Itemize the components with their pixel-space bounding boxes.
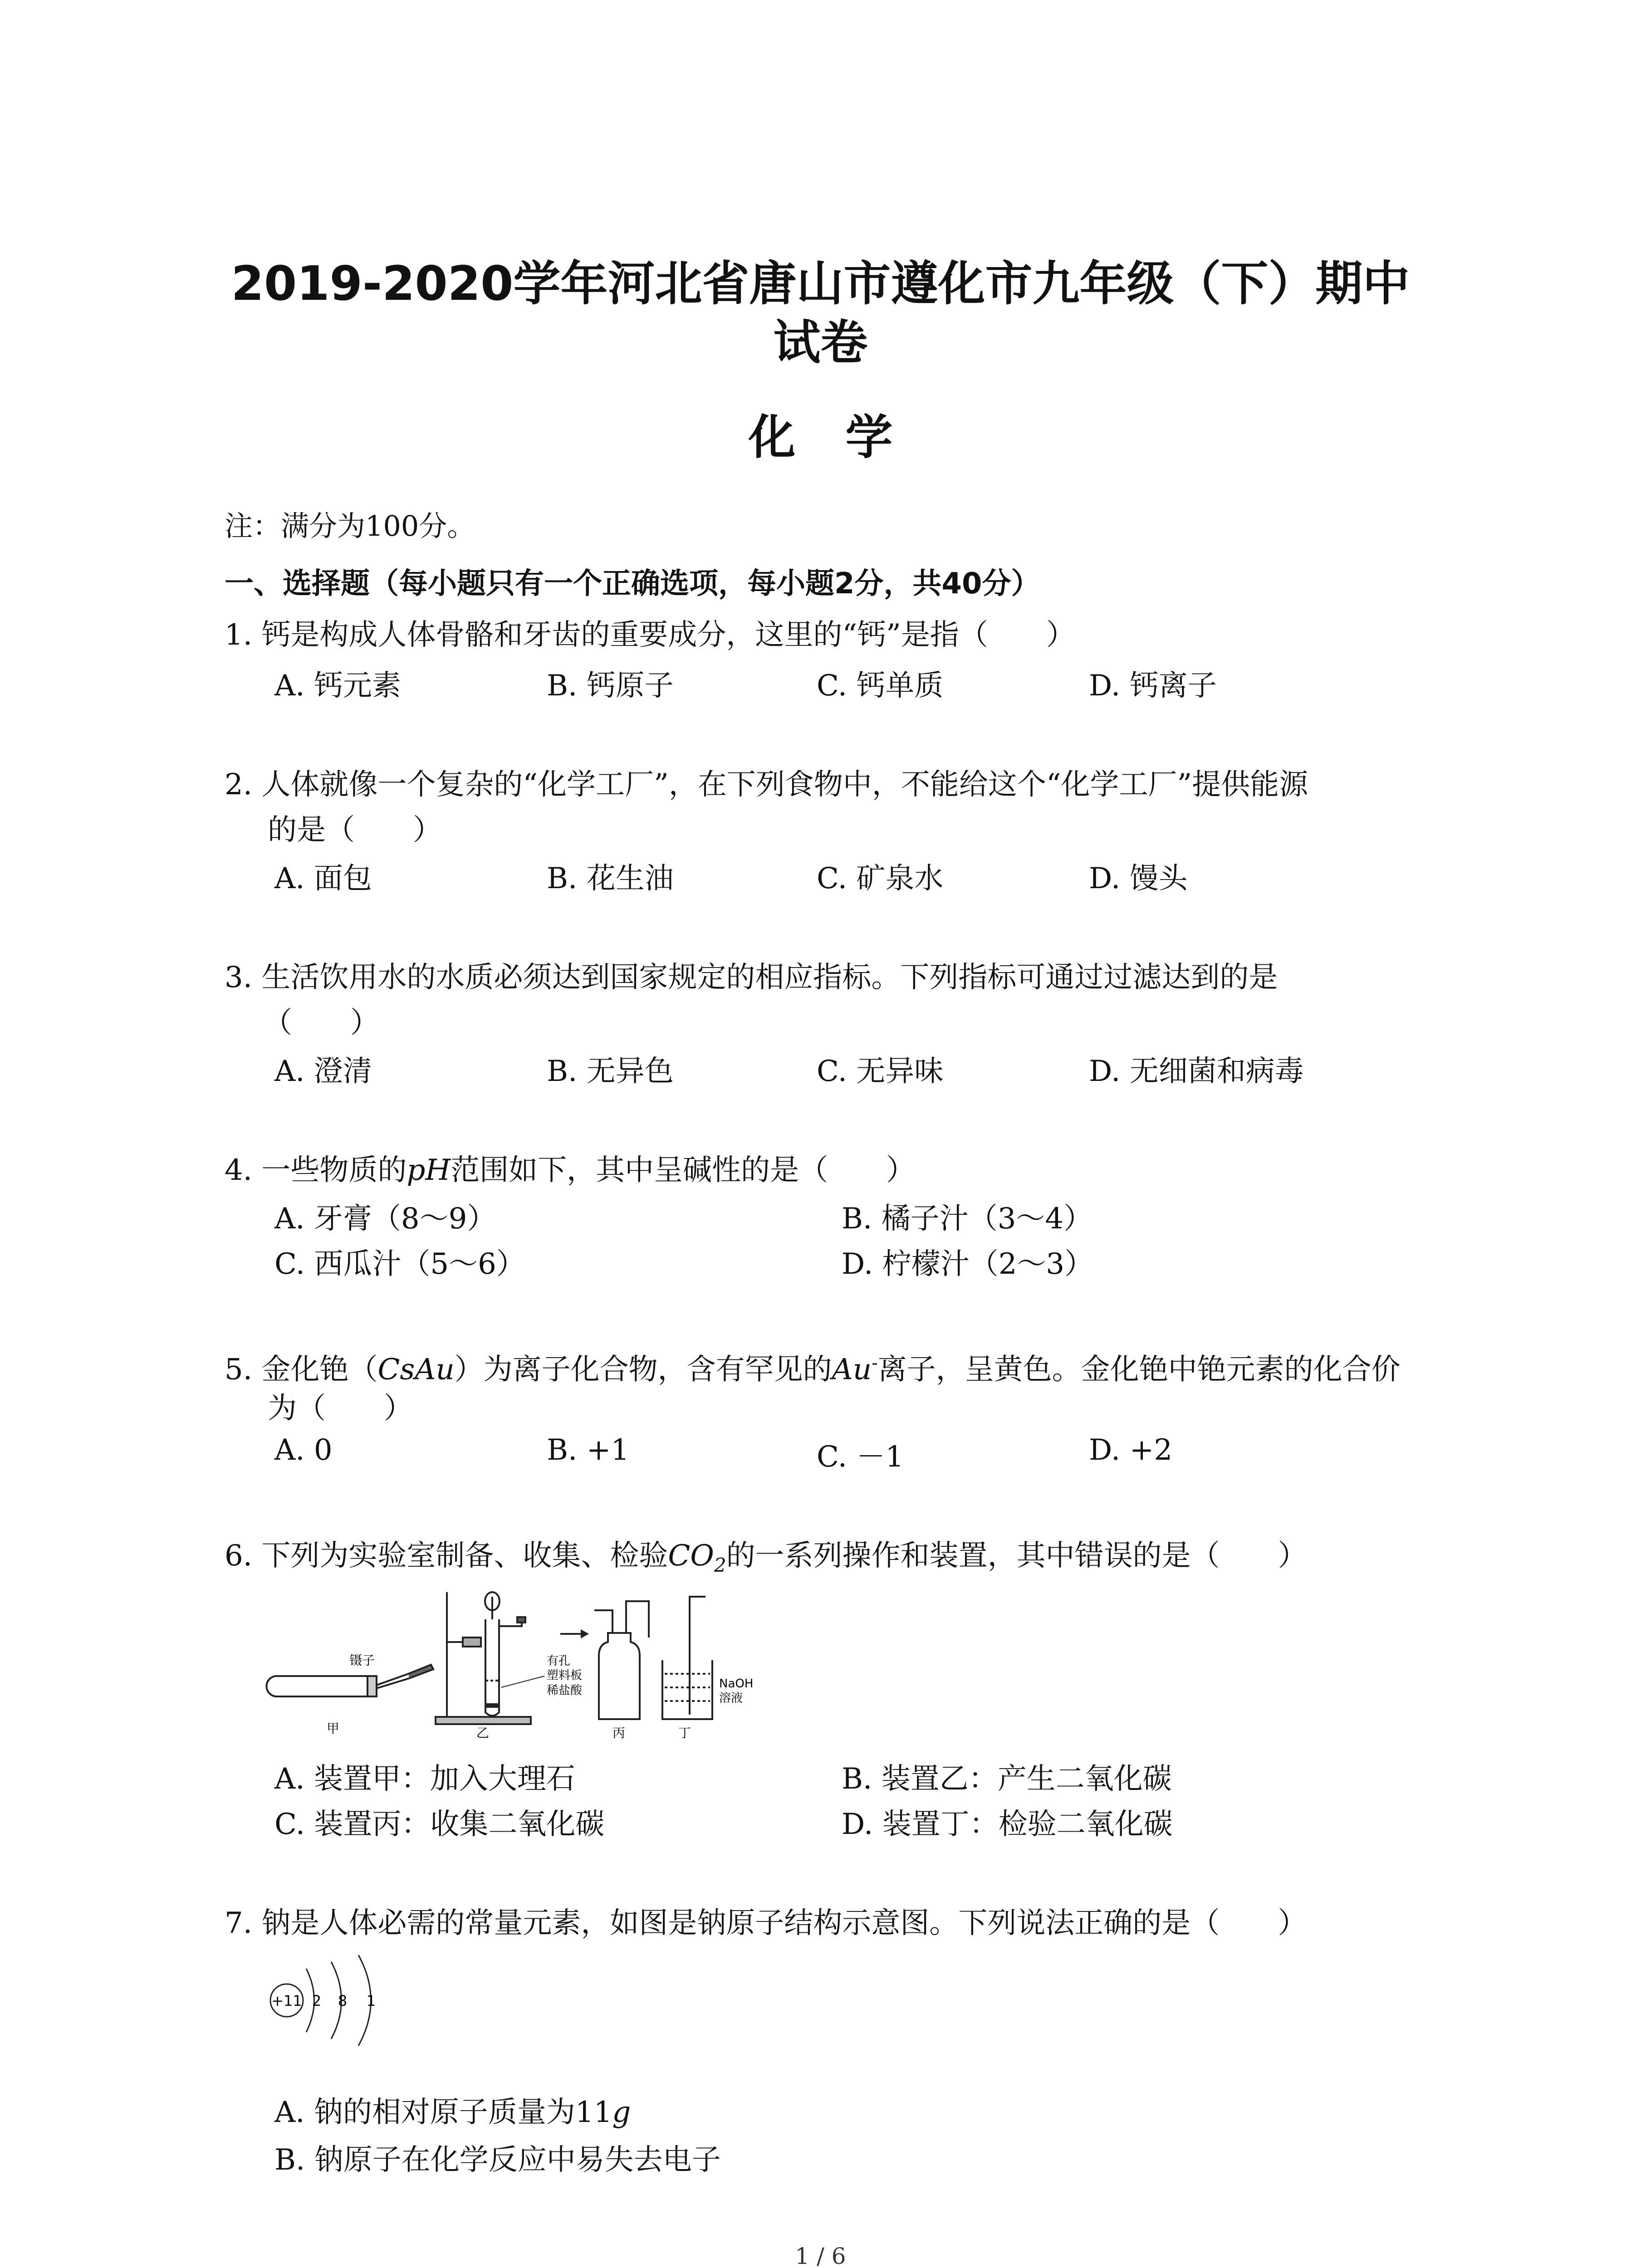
question-6-option-b: B. 装置乙：产生二氧化碳 (842, 1762, 1172, 1796)
question-3-option-a: A. 澄清 (274, 1055, 372, 1088)
question-3-option-b: B. 无异色 (547, 1055, 674, 1088)
question-4-stem-math: pH (407, 1154, 451, 1187)
sodium-atom-diagram (263, 1950, 408, 2059)
lab-apparatus-figure (263, 1583, 785, 1742)
apparatus-a-test-tube (267, 1676, 377, 1696)
question-2-option-d: D. 馒头 (1089, 862, 1188, 895)
question-5-stem-pre: 5. 金化铯（ (225, 1353, 378, 1387)
shell-1-electrons: 2 (312, 1992, 322, 2009)
apparatus-b-generator (436, 1592, 531, 1724)
question-7-stem: 7. 钠是人体必需的常量元素，如图是钠原子结构示意图。下列说法正确的是（ ） (225, 1906, 1307, 1940)
question-5-option-b: B. +1 (547, 1433, 630, 1467)
question-1-option-b: B. 钙原子 (547, 669, 674, 703)
page-number: 1 / 6 (795, 2243, 846, 2268)
question-5-option-c: C. －1 (817, 1440, 904, 1474)
question-7-option-a (274, 2089, 631, 2131)
question-5-stem-sup: - (872, 1353, 878, 1374)
question-4-stem (225, 1148, 915, 1193)
question-2-option-a: A. 面包 (274, 862, 372, 895)
question-6-option-c: C. 装置丙：收集二氧化碳 (274, 1808, 605, 1841)
question-3-stem-line2: （ ） (263, 1006, 379, 1040)
question-5-option-d: D. +2 (1089, 1433, 1173, 1467)
shell-2-electrons: 8 (338, 1992, 348, 2009)
question-6-stem-post: 的一系列操作和装置，其中错误的是（ ） (726, 1539, 1307, 1573)
question-4-stem-pre: 4. 一些物质的 (225, 1154, 407, 1187)
question-6-stem (225, 1533, 1307, 1588)
question-6-option-d: D. 装置丁：检验二氧化碳 (842, 1808, 1173, 1841)
question-7-option-a-unit: g (612, 2096, 631, 2129)
question-1-option-d: D. 钙离子 (1089, 669, 1217, 703)
apparatus-d-beaker (662, 1597, 712, 1719)
question-2-option-c: C. 矿泉水 (817, 862, 944, 895)
question-5-stem-post: 离子，呈黄色。金化铯中铯元素的化合价 (877, 1353, 1401, 1387)
question-2-stem-line2: 的是（ ） (268, 813, 442, 847)
label-d: 丁 (678, 1725, 691, 1740)
question-3-option-c: C. 无异味 (817, 1055, 944, 1088)
label-a: 甲 (327, 1721, 340, 1736)
question-5-stem-line2: 为（ ） (268, 1392, 413, 1425)
label-acid: 稀盐酸 (547, 1684, 583, 1697)
question-5-stem-line1 (225, 1340, 1401, 1392)
label-c: 丙 (612, 1725, 626, 1740)
question-1-stem: 1. 钙是构成人体骨骼和牙齿的重要成分，这里的“钙”是指（ ） (225, 618, 1075, 652)
apparatus-c-collector (594, 1601, 649, 1719)
question-6-stem-pre: 6. 下列为实验室制备、收集、检验 (225, 1539, 668, 1573)
question-4-option-d: D. 柠檬汁（2～3） (842, 1247, 1094, 1281)
nucleus-charge: +11 (271, 1992, 302, 2009)
tweezers-icon (377, 1665, 433, 1688)
question-4-stem-post: 范围如下，其中呈碱性的是（ ） (451, 1154, 916, 1187)
question-5-stem-mid: ）为离子化合物，含有罕见的 (454, 1353, 832, 1387)
shell-3-electrons: 1 (366, 1992, 376, 2009)
label-plate-1: 有孔 (547, 1654, 571, 1668)
label-b: 乙 (476, 1725, 490, 1740)
question-4-option-c: C. 西瓜汁（5～6） (274, 1247, 525, 1281)
question-3-option-d: D. 无细菌和病毒 (1089, 1055, 1304, 1088)
question-5-stem-math2: Au (832, 1353, 872, 1387)
question-5-stem-math: CsAu (377, 1353, 455, 1387)
question-1-option-c: C. 钙单质 (817, 669, 944, 703)
question-6-stem-math: CO (668, 1539, 714, 1573)
subject-title: 化学 (748, 410, 943, 465)
question-5-option-a: A. 0 (274, 1433, 333, 1467)
label-naoh-2: 溶液 (719, 1691, 743, 1705)
question-7-option-a-text: A. 钠的相对原子质量为11 (274, 2096, 612, 2129)
question-3-stem-line1: 3. 生活饮用水的水质必须达到国家规定的相应指标。下列指标可通过过滤达到的是 (225, 961, 1278, 994)
question-6-stem-sub: 2 (714, 1554, 726, 1576)
question-7-option-b: B. 钠原子在化学反应中易失去电子 (274, 2143, 721, 2177)
label-naoh-1: NaOH (719, 1677, 754, 1691)
label-plate-2: 塑料板 (547, 1669, 583, 1682)
score-note: 注：满分为100分。 (225, 509, 475, 543)
question-4-option-a: A. 牙膏（8～9） (274, 1202, 496, 1236)
document-title-line2: 试卷 (773, 315, 868, 370)
question-2-stem-line1: 2. 人体就像一个复杂的“化学工厂”，在下列食物中，不能给这个“化学工厂”提供能源 (225, 768, 1308, 802)
question-2-option-b: B. 花生油 (547, 862, 674, 895)
question-4-option-b: B. 橘子汁（3～4） (842, 1202, 1093, 1236)
question-6-option-a: A. 装置甲：加入大理石 (274, 1762, 575, 1796)
section-heading: 一、选择题（每小题只有一个正确选项，每小题2分，共40分） (225, 567, 1040, 601)
label-tweezers: 镊子 (349, 1653, 375, 1668)
document-title-line1: 2019-2020学年河北省唐山市遵化市九年级（下）期中 (231, 256, 1410, 311)
question-1-option-a: A. 钙元素 (274, 669, 401, 703)
